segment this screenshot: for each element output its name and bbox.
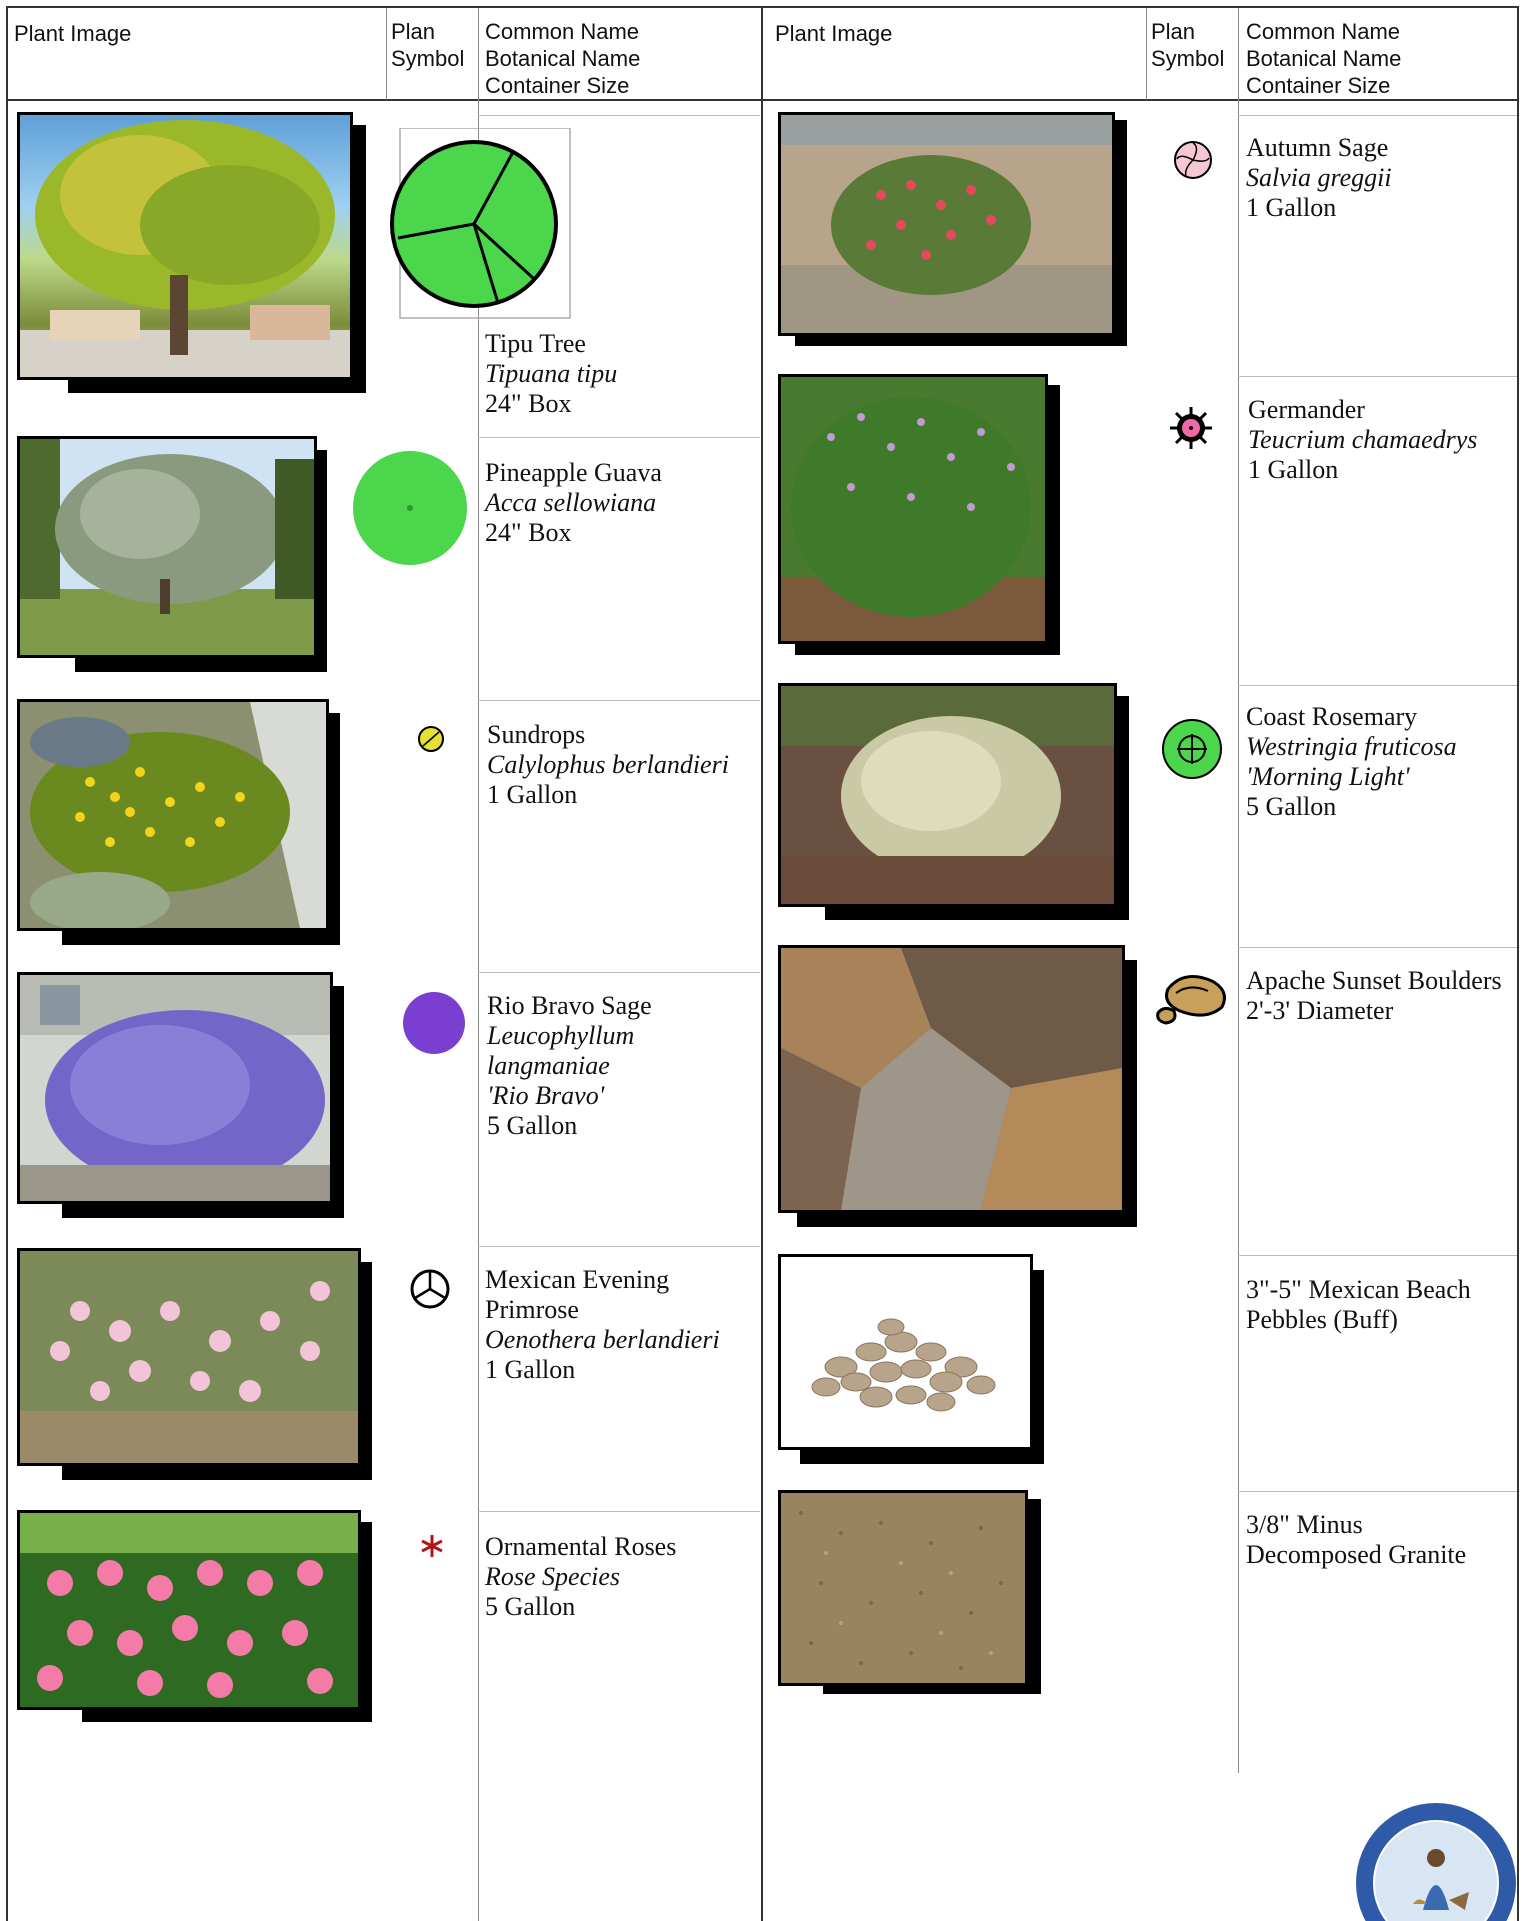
right-row-sep (1238, 947, 1517, 948)
autumn-sage-symbol-icon (1172, 139, 1214, 181)
left-header-names: Common Name Botanical Name Container Size (485, 19, 641, 98)
primrose-symbol-icon (409, 1268, 451, 1310)
coast-rosemary-photo (778, 683, 1117, 907)
rose-symbol-icon (419, 1533, 445, 1559)
right-symbol-divider (1146, 8, 1147, 100)
right-row-sep (1238, 1491, 1517, 1492)
tipu-tree-symbol-icon (378, 128, 580, 320)
germander-photo (778, 374, 1048, 644)
right-row-sep (1238, 376, 1517, 377)
left-row-sep (478, 437, 760, 438)
right-header-names: Common Name Botanical Name Container Size (1246, 19, 1402, 98)
coast-rosemary-symbol-icon (1161, 718, 1223, 780)
pineapple-guava-symbol-icon (351, 449, 469, 567)
city-seal-icon (1353, 1800, 1519, 1921)
autumn-sage-label: Autumn Sage Salvia greggii 1 Gallon (1246, 133, 1392, 222)
granite-label: 3/8" Minus Decomposed Granite (1246, 1510, 1467, 1569)
left-symbol-divider (386, 8, 387, 100)
boulders-label: Apache Sunset Boulders 2'-3' Diameter (1246, 966, 1502, 1025)
rio-bravo-sage-label: Rio Bravo Sage Leucophyllum langmaniae 'Rio Bravo' 5 Gallon (487, 991, 652, 1140)
roses-label: Ornamental Roses Rose Species 5 Gallon (485, 1532, 677, 1621)
sundrops-symbol-icon (416, 724, 446, 754)
rio-bravo-sage-photo (17, 972, 333, 1204)
pebbles-photo (778, 1254, 1033, 1450)
pineapple-guava-label: Pineapple Guava Acca sellowiana 24" Box (485, 458, 662, 547)
tipu-tree-label: Tipu Tree Tipuana tipu 24" Box (485, 329, 618, 418)
sundrops-photo (17, 699, 329, 931)
tipu-tree-photo (17, 112, 353, 380)
center-divider (761, 6, 763, 1921)
left-row-sep (478, 1511, 760, 1512)
left-row-sep (478, 115, 760, 116)
pebbles-label: 3"-5" Mexican Beach Pebbles (Buff) (1246, 1275, 1471, 1334)
right-name-divider (1238, 8, 1239, 1773)
right-row-sep (1238, 1255, 1517, 1256)
germander-symbol-icon (1168, 405, 1214, 451)
germander-label: Germander Teucrium chamaedrys 1 Gallon (1248, 395, 1478, 484)
left-row-sep (478, 1246, 760, 1247)
boulders-photo (778, 945, 1125, 1213)
left-row-sep (478, 972, 760, 973)
roses-photo (17, 1510, 361, 1710)
autumn-sage-photo (778, 112, 1115, 336)
right-header-image: Plant Image (775, 21, 893, 46)
coast-rosemary-label: Coast Rosemary Westringia fruticosa 'Morning Light' 5 Gallon (1246, 702, 1457, 821)
granite-photo (778, 1490, 1028, 1686)
primrose-label: Mexican Evening Primrose Oenothera berlandieri 1 Gallon (485, 1265, 720, 1384)
primrose-photo (17, 1248, 361, 1466)
rio-bravo-sage-symbol-icon (401, 990, 467, 1056)
right-row-sep (1238, 115, 1517, 116)
left-row-sep (478, 700, 760, 701)
left-header-image: Plant Image (14, 21, 132, 46)
pineapple-guava-photo (17, 436, 317, 658)
right-row-sep (1238, 685, 1517, 686)
left-header-symbol: Plan Symbol (391, 19, 465, 71)
right-header-symbol: Plan Symbol (1151, 19, 1225, 71)
sundrops-label: Sundrops Calylophus berlandieri 1 Gallon (487, 720, 729, 809)
boulder-symbol-icon (1154, 969, 1230, 1033)
